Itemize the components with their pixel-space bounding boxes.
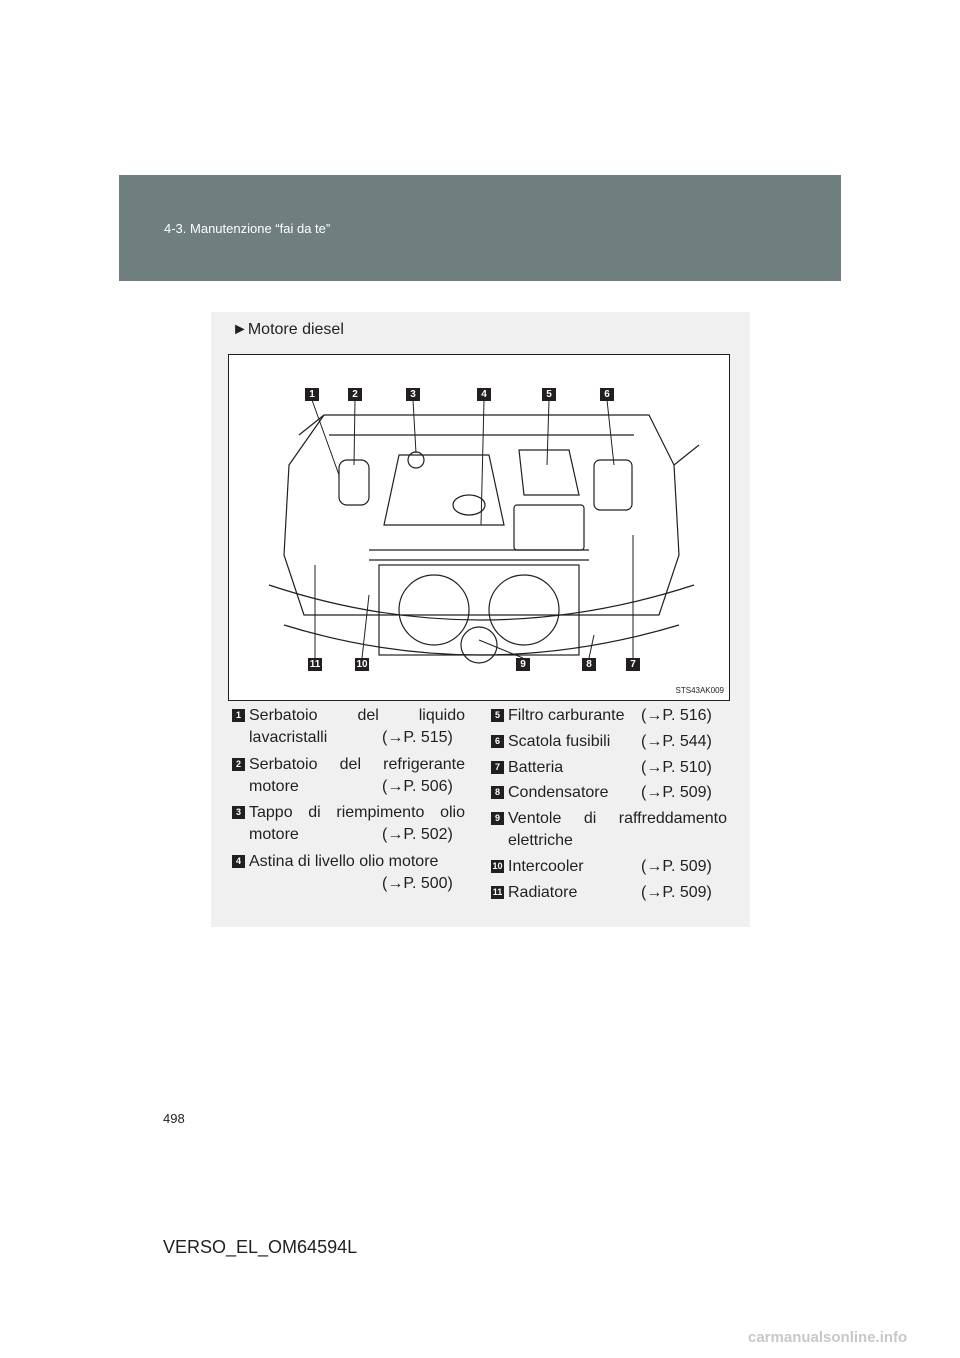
legend-ref: (→P. 509) [641, 858, 712, 875]
legend-number: 5 [491, 709, 504, 722]
legend-item-10 [491, 856, 727, 878]
fan-left [399, 575, 469, 645]
legend-item-7 [491, 757, 727, 779]
legend-number: 2 [232, 758, 245, 771]
oil-cap-shape [408, 452, 424, 468]
callout-5: 5 [542, 388, 556, 401]
battery-shape [514, 505, 584, 550]
legend-label: Condensatore [508, 784, 609, 801]
callout-3: 3 [406, 388, 420, 401]
legend-word: raffreddamento [618, 810, 727, 827]
legend-item-3 [232, 802, 465, 846]
site-watermark: carmanualsonline.info [748, 1329, 908, 1346]
legend-word: olio [440, 804, 465, 821]
callout-11: 11 [309, 659, 321, 670]
page-number: 498 [163, 1111, 185, 1126]
legend-ref: (→P. 544) [641, 733, 712, 750]
legend-word: Ventole [508, 810, 562, 827]
radiator-shape [379, 565, 579, 655]
panel-heading: ►Motore diesel [232, 321, 344, 338]
legend-label: Scatola fusibili [508, 733, 611, 750]
legend-label-line2: lavacristalli [249, 729, 328, 746]
engine-drawing [229, 355, 731, 702]
engine-cover [384, 455, 504, 525]
callout-4: 4 [477, 388, 491, 401]
legend-number: 6 [491, 735, 504, 748]
legend-number: 8 [491, 786, 504, 799]
legend-word: di [308, 804, 321, 821]
legend-word: refrigerante [383, 756, 465, 773]
engine-illustration [228, 354, 730, 701]
section-title: 4-3. Manutenzione “fai da te” [164, 221, 331, 236]
callout-9: 9 [516, 658, 530, 671]
legend-number: 3 [232, 806, 245, 819]
callout-8: 8 [582, 658, 596, 671]
callout-2: 2 [348, 388, 362, 401]
legend-item-9 [491, 808, 727, 852]
callout-7: 7 [626, 658, 640, 671]
legend-number: 4 [232, 855, 245, 868]
legend-label-line2: motore [249, 826, 299, 843]
legend-ref: (→P. 509) [641, 784, 712, 801]
legend-ref: (→P. 515) [382, 729, 453, 746]
legend-label: Radiatore [508, 884, 578, 901]
legend-ref: (→P. 516) [641, 707, 712, 724]
legend-item-6 [491, 731, 727, 753]
legend-word: Tappo [249, 804, 293, 821]
legend-word: liquido [418, 707, 465, 724]
callout-1: 1 [305, 388, 319, 401]
legend-number: 1 [232, 709, 245, 722]
legend-ref: (→P. 510) [641, 759, 712, 776]
legend-item-4 [232, 851, 465, 895]
callout-6: 6 [600, 388, 614, 401]
document-code: VERSO_EL_OM64594L [163, 1237, 358, 1257]
legend-item-8 [491, 782, 727, 804]
legend-number: 11 [492, 887, 503, 897]
legend-label-line2: motore [249, 778, 299, 795]
legend-word: riempimento [336, 804, 425, 821]
legend-word: di [583, 810, 597, 827]
legend-item-5 [491, 705, 727, 727]
legend-word: Serbatoio [249, 756, 318, 773]
figure-code: STS43AK009 [675, 686, 724, 695]
legend-word: del [357, 707, 379, 724]
legend-label: Filtro carburante [508, 707, 625, 724]
legend-label: Batteria [508, 759, 564, 776]
legend-item-11 [491, 882, 727, 904]
legend-label: Intercooler [508, 858, 584, 875]
legend-ref: (→P. 509) [641, 884, 712, 901]
washer-tank-shape [339, 460, 369, 505]
legend-number: 7 [491, 761, 504, 774]
legend-number: 9 [491, 812, 504, 825]
legend-item-2 [232, 754, 465, 798]
legend-number: 10 [492, 861, 503, 871]
legend-item-1 [232, 705, 465, 749]
legend-word: del [339, 756, 362, 773]
fan-right [489, 575, 559, 645]
legend-ref: (→P. 502) [382, 826, 453, 843]
legend-label-line2: elettriche [508, 832, 573, 849]
fuse-box-shape [594, 460, 632, 510]
legend-ref: (→P. 500) [382, 875, 453, 892]
callout-10: 10 [356, 659, 368, 670]
legend-ref: (→P. 506) [382, 778, 453, 795]
legend-word: Serbatoio [249, 707, 318, 724]
legend-label: Astina di livello olio motore [249, 853, 439, 870]
